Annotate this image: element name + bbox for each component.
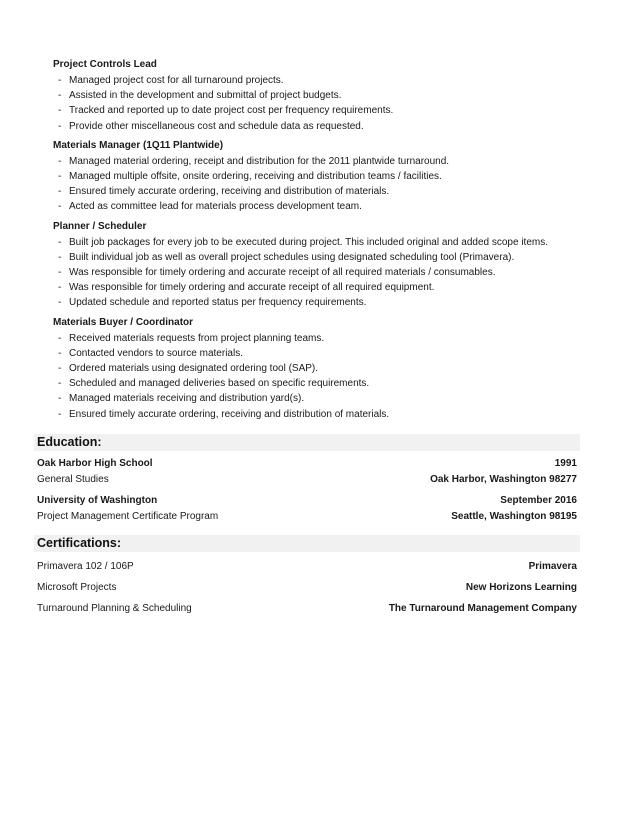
school-location: Seattle, Washington 98195 — [451, 510, 577, 522]
bullet-marker: - — [58, 378, 62, 390]
certification-name: Turnaround Planning & Scheduling — [37, 603, 192, 614]
bullet-marker: - — [58, 297, 62, 309]
school-location: Oak Harbor, Washington 98277 — [430, 473, 577, 485]
education-entry-detail — [34, 509, 580, 525]
bullet-text: Contacted vendors to source materials. — [69, 347, 243, 359]
bullet-text: Assisted in the development and submittal of project budgets. — [69, 90, 342, 102]
bullet-item — [53, 73, 593, 88]
certification-entry — [34, 577, 580, 598]
section-heading-education: Education: — [34, 434, 580, 451]
bullet-item — [53, 119, 593, 134]
school-name: University of Washington — [37, 495, 158, 506]
certification-issuer: New Horizons Learning — [465, 582, 577, 593]
bullet-text: Ordered materials using designated ordering tool (SAP). — [69, 363, 319, 375]
bullet-item — [53, 235, 593, 250]
bullet-text: Tracked and reported up to date project cost per frequency requirements. — [69, 105, 394, 117]
role-title: Materials Buyer / Coordinator — [53, 316, 194, 328]
bullet-marker: - — [58, 363, 62, 375]
education-date: 1991 — [554, 458, 577, 469]
bullet-marker: - — [58, 282, 62, 294]
certification-entry — [34, 598, 580, 619]
role-materials-manager — [53, 139, 593, 215]
bullet-item — [53, 331, 593, 346]
certification-issuer: The Turnaround Management Company — [388, 603, 577, 614]
bullet-text: Managed multiple offsite, onsite ordering, receiving and distribution teams / facilities. — [69, 171, 442, 183]
bullet-marker: - — [58, 75, 62, 86]
bullet-marker: - — [58, 408, 62, 420]
bullet-text: Built job packages for every job to be executed during project. This included original and added scope items. — [69, 236, 548, 248]
role-bullets — [53, 235, 593, 311]
bullet-item — [53, 295, 593, 310]
bullet-marker: - — [58, 236, 62, 248]
certification-name: Primavera 102 / 106P — [37, 561, 134, 572]
bullet-text: Provide other miscellaneous cost and schedule data as requested. — [69, 120, 364, 132]
bullet-item — [53, 154, 593, 169]
role-bullets — [53, 331, 593, 422]
bullet-text: Received materials requests from project planning teams. — [69, 332, 325, 344]
bullet-text: Updated schedule and reported status per frequency requirements. — [69, 297, 367, 309]
education-entry-detail — [34, 472, 580, 488]
bullet-item — [53, 391, 593, 406]
bullet-text: Was responsible for timely ordering and accurate receipt of all required materials / consumables. — [69, 267, 496, 279]
bullet-item — [53, 184, 593, 199]
education-entry — [34, 493, 580, 524]
bullet-marker: - — [58, 120, 62, 132]
bullet-text: Built individual job as well as overall project schedules using designated scheduling tool (Primavera). — [69, 251, 515, 263]
role-materials-buyer — [53, 316, 593, 422]
education-entry-header — [34, 493, 580, 509]
education-section — [34, 434, 580, 524]
bullet-item — [53, 169, 593, 184]
bullet-item — [53, 280, 593, 295]
experience-roles — [53, 58, 593, 427]
bullet-marker: - — [58, 251, 62, 263]
bullet-item — [53, 199, 593, 214]
bullet-text: Managed materials receiving and distribution yard(s). — [69, 393, 305, 405]
certification-name: Microsoft Projects — [37, 582, 117, 593]
bullet-item — [53, 88, 593, 103]
bullet-marker: - — [58, 201, 62, 213]
certification-entry — [34, 556, 580, 577]
school-name: Oak Harbor High School — [37, 458, 153, 469]
bullet-marker: - — [58, 171, 62, 183]
education-entry-header — [34, 456, 580, 472]
role-title: Planner / Scheduler — [53, 220, 147, 232]
bullet-marker: - — [58, 90, 62, 102]
bullet-item — [53, 407, 593, 422]
education-date: September 2016 — [500, 495, 577, 506]
section-heading-certifications: Certifications: — [34, 535, 580, 552]
role-planner-scheduler — [53, 220, 593, 311]
bullet-text: Managed material ordering, receipt and distribution for the 2011 plantwide turnaround. — [69, 155, 450, 167]
role-bullets — [53, 154, 593, 215]
bullet-marker: - — [58, 186, 62, 198]
bullet-item — [53, 361, 593, 376]
role-title: Project Controls Lead — [53, 59, 157, 70]
bullet-item — [53, 265, 593, 280]
bullet-marker: - — [58, 155, 62, 167]
bullet-text: Ensured timely accurate ordering, receiving and distribution of materials. — [69, 408, 390, 420]
bullet-text: Managed project cost for all turnaround projects. — [69, 75, 284, 86]
bullet-item — [53, 250, 593, 265]
bullet-text: Ensured timely accurate ordering, receiving and distribution of materials. — [69, 186, 390, 198]
bullet-text: Acted as committee lead for materials process development team. — [69, 201, 362, 213]
role-bullets — [53, 73, 593, 134]
bullet-marker: - — [58, 105, 62, 117]
certification-issuer: Primavera — [528, 561, 577, 572]
bullet-item — [53, 376, 593, 391]
bullet-marker: - — [58, 267, 62, 279]
program-name: Project Management Certificate Program — [37, 510, 219, 522]
bullet-marker: - — [58, 332, 62, 344]
education-entry — [34, 456, 580, 487]
bullet-marker: - — [58, 347, 62, 359]
certifications-section — [34, 535, 580, 619]
bullet-text: Was responsible for timely ordering and accurate receipt of all required equipment. — [69, 282, 435, 294]
bullet-marker: - — [58, 393, 62, 405]
bullet-item — [53, 346, 593, 361]
bullet-text: Scheduled and managed deliveries based on specific requirements. — [69, 378, 370, 390]
role-project-controls-lead — [53, 58, 593, 134]
bullet-item — [53, 103, 593, 118]
role-title: Materials Manager (1Q11 Plantwide) — [53, 139, 224, 151]
program-name: General Studies — [37, 473, 109, 485]
